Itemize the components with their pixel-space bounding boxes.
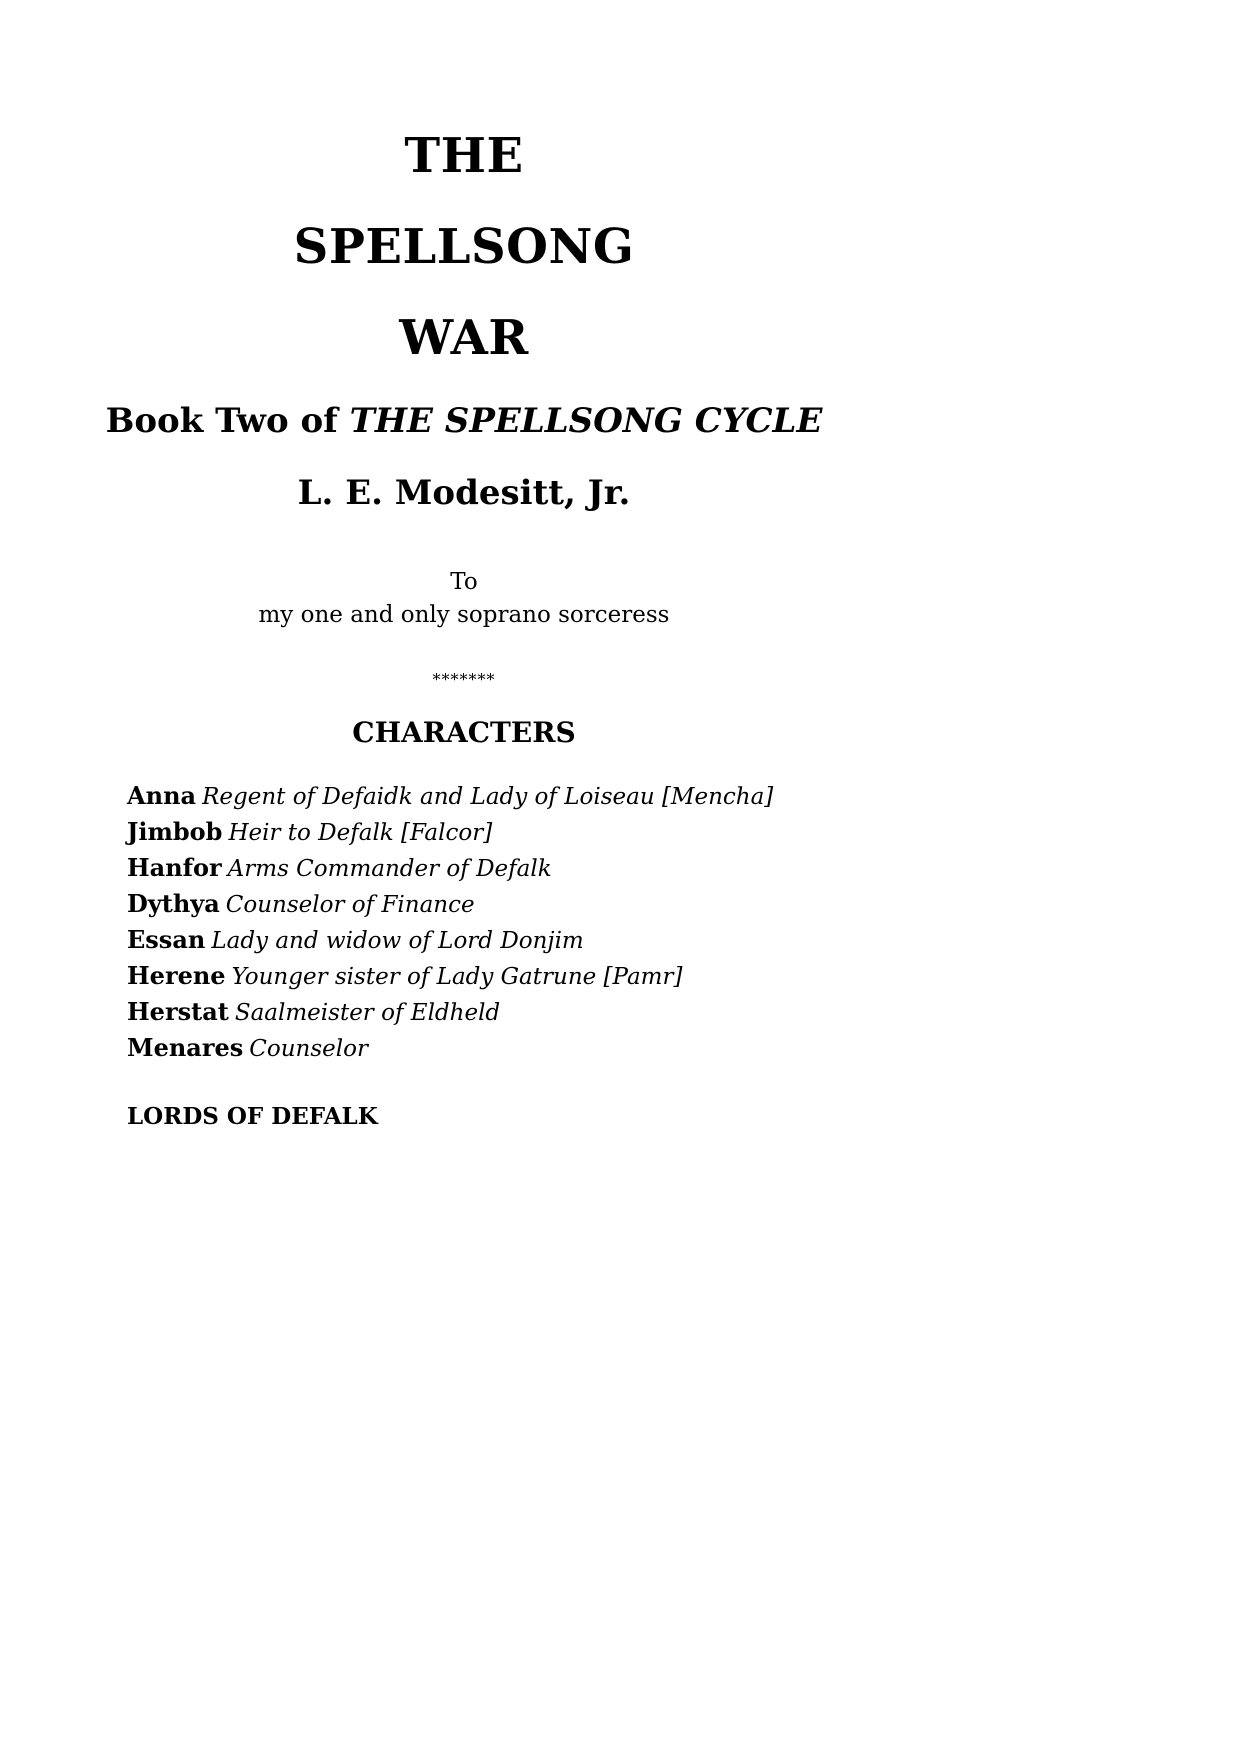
character-entry [127, 814, 1127, 850]
character-entry [127, 778, 1127, 814]
character-name: Essan [127, 925, 206, 954]
character-name: Menares [127, 1033, 244, 1062]
title-line-1: THE [404, 128, 524, 184]
separator: ******* [432, 670, 496, 689]
character-entry [127, 994, 1127, 1030]
title-line-2: SPELLSONG [293, 219, 635, 275]
character-name: Dythya [127, 889, 220, 918]
character-name: Herstat [127, 997, 229, 1026]
character-description: Arms Commander of Defalk [227, 856, 552, 882]
character-description: Saalmeister of Eldheld [234, 1000, 501, 1026]
character-description: Lady and widow of Lord Donjim [211, 928, 584, 954]
character-name: Herene [127, 961, 226, 990]
dedication-line-2: my one and only soprano sorceress [258, 602, 670, 628]
character-name: Hanfor [127, 853, 222, 882]
subtitle [0, 400, 928, 442]
character-entry [127, 850, 1127, 886]
character-description: Heir to Defalk [Falcor] [228, 820, 493, 846]
character-entry [127, 922, 1127, 958]
character-description: Counselor [249, 1036, 368, 1062]
character-description: Regent of Defaidk and Lady of Loiseau [Mencha] [202, 784, 774, 810]
character-entry [127, 886, 1127, 922]
author: L. E. Modesitt, Jr. [297, 473, 631, 513]
character-entry [127, 1030, 1127, 1066]
section-heading-lords: LORDS OF DEFALK [127, 1103, 378, 1130]
character-name: Jimbob [127, 817, 223, 846]
character-name: Anna [127, 781, 197, 810]
dedication-line-1: To [450, 569, 478, 595]
character-entry [127, 958, 1127, 994]
subtitle-prefix: Book Two of [105, 401, 338, 441]
character-description: Younger sister of Lady Gatrune [Pamr] [231, 964, 683, 990]
subtitle-series: THE SPELLSONG CYCLE [349, 401, 823, 441]
character-description: Counselor of Finance [225, 892, 475, 918]
characters-heading: CHARACTERS [352, 716, 576, 749]
character-list [127, 778, 1127, 1066]
title-line-3: WAR [399, 310, 529, 366]
